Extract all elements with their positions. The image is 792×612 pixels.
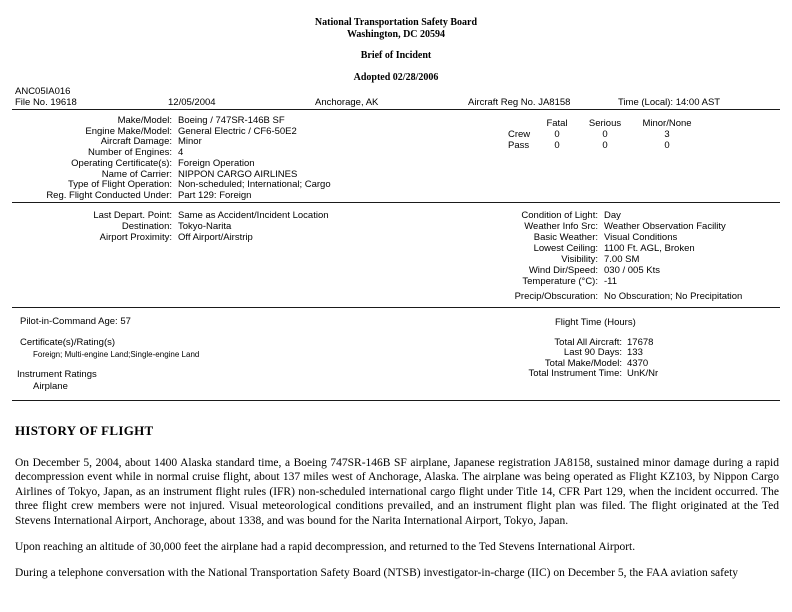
field-value: 17678 — [627, 337, 654, 348]
flight-time-title: Flight Time (Hours) — [555, 317, 636, 328]
field-row-reg-flight-conducted-under — [0, 191, 331, 202]
field-row-weather-info-src — [470, 221, 742, 232]
field-value: Day — [604, 210, 621, 221]
field-label: Basic Weather: — [533, 232, 598, 243]
field-row-last-depart-point — [0, 210, 329, 221]
injury-col-header: Fatal — [546, 118, 568, 129]
narrative-body — [15, 456, 779, 593]
field-row-precip-obscuration — [470, 291, 742, 302]
org-address: Washington, DC 20594 — [346, 29, 446, 40]
field-label: Reg. Flight Conducted Under: — [46, 189, 172, 201]
field-label: Name of Carrier: — [101, 168, 172, 180]
injury-col-header: Serious — [588, 118, 622, 129]
field-value: -11 — [604, 276, 618, 287]
injury-row-pass — [492, 141, 704, 152]
field-label: Last 90 Days: — [563, 347, 622, 359]
field-value: 030 / 005 Kts — [604, 265, 660, 276]
field-label: Wind Dir/Speed: — [528, 265, 598, 276]
field-row-total-instrument-time — [470, 369, 658, 379]
field-value: Foreign Operation — [178, 157, 255, 169]
field-label: Make/Model: — [117, 115, 172, 126]
aircraft-registration: Aircraft Reg No. JA8158 — [468, 97, 571, 108]
field-row-airport-proximity — [0, 232, 329, 243]
instrument-ratings-detail: Airplane — [33, 381, 68, 392]
injury-row-crew — [492, 130, 704, 141]
aircraft-section — [0, 116, 331, 202]
field-row-wind-dir-speed — [470, 265, 742, 276]
field-label: Destination: — [121, 221, 172, 232]
section-divider — [12, 307, 780, 308]
injury-count: 0 — [602, 139, 608, 151]
field-row-operating-certificates — [0, 159, 331, 170]
field-value: Off Airport/Airstrip — [178, 232, 253, 243]
field-label: Operating Certificate(s): — [71, 157, 172, 169]
file-number: File No. 19618 — [15, 97, 77, 108]
field-value: Minor — [178, 136, 202, 148]
field-value: 7.00 SM — [604, 254, 640, 265]
field-label: Airport Proximity: — [99, 232, 172, 243]
field-value: Visual Conditions — [604, 232, 678, 243]
field-value: Boeing / 747SR-146B SF — [178, 115, 285, 126]
event-location: Anchorage, AK — [315, 97, 379, 108]
certificates-detail: Foreign; Multi-engine Land;Single-engine Land — [33, 350, 200, 359]
field-label: Visibility: — [561, 254, 598, 265]
instrument-ratings-heading: Instrument Ratings — [17, 369, 97, 380]
field-value: Same as Accident/Incident Location — [178, 210, 329, 221]
adopted-date: Adopted 02/28/2006 — [353, 72, 439, 83]
field-value: Weather Observation Facility — [604, 221, 726, 232]
field-row-visibility — [470, 254, 742, 265]
field-row-lowest-ceiling — [470, 243, 742, 254]
field-value: 4 — [178, 147, 184, 159]
field-row-temperature — [470, 276, 742, 287]
history-of-flight-heading: HISTORY OF FLIGHT — [15, 423, 154, 438]
narrative-paragraph: Upon reaching an altitude of 30,000 feet the airplane had a rapid decompression, and returned to the Ted Stevens International Airport. — [15, 541, 636, 554]
field-value: Tokyo-Narita — [178, 221, 232, 232]
section-divider — [12, 202, 780, 203]
field-label: Total Make/Model: — [544, 357, 622, 369]
pilot-age: Pilot-in-Command Age: 57 — [20, 316, 131, 327]
injury-row-label: Crew — [508, 128, 531, 140]
field-value: Non-scheduled; International; Cargo — [178, 179, 331, 191]
field-label: Precip/Obscuration: — [514, 291, 598, 302]
local-time: Time (Local): 14:00 AST — [618, 97, 721, 108]
injury-count: 3 — [664, 128, 670, 140]
weather-section — [470, 210, 742, 302]
field-label: Number of Engines: — [88, 147, 172, 159]
injury-count: 0 — [602, 128, 608, 140]
field-label: Total Instrument Time: — [528, 368, 622, 380]
field-label: Temperature (°C): — [522, 276, 598, 287]
injury-count: 0 — [554, 128, 560, 140]
field-value: UnK/Nr — [627, 368, 659, 380]
field-value: 133 — [627, 347, 643, 359]
itinerary-section — [0, 210, 329, 243]
injury-col-header: Minor/None — [642, 118, 692, 129]
field-label: Last Depart. Point: — [93, 210, 172, 221]
field-label: Aircraft Damage: — [100, 136, 172, 148]
field-label: Type of Flight Operation: — [67, 179, 172, 191]
doc-title: Brief of Incident — [360, 50, 432, 61]
section-divider — [12, 109, 780, 110]
ntsb-id: ANC05IA016 — [15, 86, 71, 97]
field-value: Part 129: Foreign — [178, 189, 252, 201]
field-value: NIPPON CARGO AIRLINES — [178, 168, 298, 180]
field-value: No Obscuration; No Precipitation — [604, 291, 743, 302]
field-label: Condition of Light: — [521, 210, 598, 221]
field-label: Engine Make/Model: — [85, 125, 172, 137]
injury-count: 0 — [664, 139, 670, 151]
certificates-heading: Certificate(s)/Rating(s) — [20, 337, 116, 348]
field-value: 1100 Ft. AGL, Broken — [604, 243, 695, 254]
org-name: National Transportation Safety Board — [314, 17, 478, 28]
event-date: 12/05/2004 — [168, 97, 216, 108]
field-label: Lowest Ceiling: — [533, 243, 598, 254]
field-value: 4370 — [627, 357, 649, 369]
injury-row-label: Pass — [508, 139, 530, 151]
flight-time-section — [470, 338, 658, 380]
injury-count: 0 — [554, 139, 560, 151]
field-row-destination — [0, 221, 329, 232]
section-divider — [12, 400, 780, 401]
injury-table — [492, 119, 704, 151]
field-row-basic-weather — [470, 232, 742, 243]
field-label: Weather Info Src: — [524, 221, 598, 232]
narrative-paragraph: During a telephone conversation with the National Transportation Safety Board (NTSB) investigator-in-charge (IIC) on December 5, the FAA aviation safety — [15, 567, 739, 580]
field-value: General Electric / CF6-50E2 — [178, 125, 297, 137]
field-row-condition-of-light — [470, 210, 742, 221]
field-label: Total All Aircraft: — [554, 337, 622, 348]
narrative-paragraph: On December 5, 2004, about 1400 Alaska standard time, a Boeing 747SR-146B SF airplane, Japanese registration JA8158, sustained minor damage during a rapid decompression event while in normal cruise flight, about 137 miles west of Anchorage, Alaska. The airplane was being operated as Flight KZ103, by Nippon Cargo Airlines of Tokyo, Japan, as an instrument flight rules (IFR) non-scheduled international cargo flight under Title 14, CFR Part 129, when the incident occurred. The three flight crew members were not injured. Visual meteorological conditions prevailed, and an instrument flight plan was filed. The flight originated at the Ted Stevens International Airport, Anchorage, about 1338, and was bound for the Narita International Airport, Tokyo, Japan. — [15, 457, 779, 527]
